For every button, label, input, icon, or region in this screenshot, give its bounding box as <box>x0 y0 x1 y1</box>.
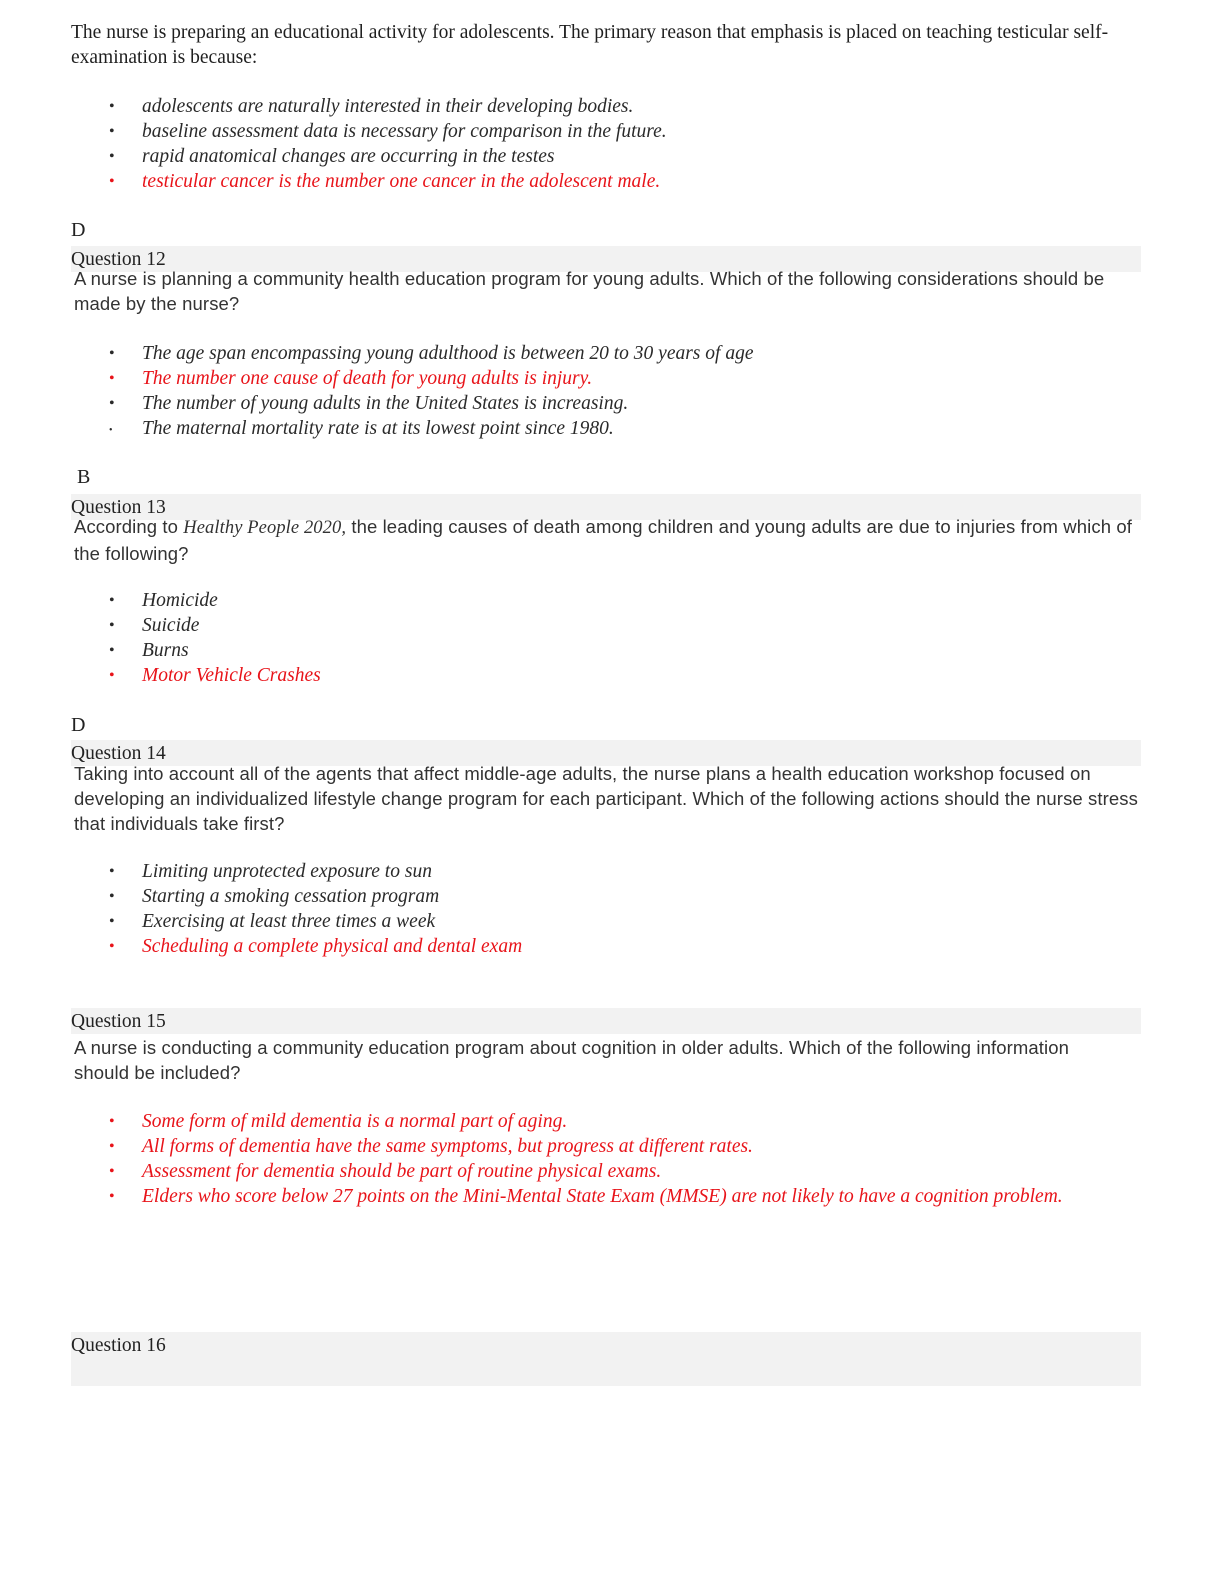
q12-option-a: • The age span encompassing young adulthood is between 20 to 30 years of age <box>109 343 754 364</box>
q14-stem: Taking into account all of the agents that affect middle-age adults, the nurse plans a health education workshop focused on developing an individualized lifestyle change program for each participant. Which of the following actions should the nurse stress that individuals take first? <box>74 763 1138 834</box>
q12-option-b: • The number one cause of death for young adults is injury. <box>109 368 593 389</box>
bullet-icon: • <box>109 1188 115 1205</box>
q13-option-d: • Motor Vehicle Crashes <box>109 665 321 686</box>
q11-answer: D <box>71 219 86 241</box>
q11-option-b: • baseline assessment data is necessary for comparison in the future. <box>109 121 667 142</box>
bullet-icon: • <box>109 888 115 905</box>
bullet-icon: • <box>109 1138 115 1155</box>
q15-options <box>109 1109 1102 1209</box>
bullet-icon: • <box>109 913 115 930</box>
bullet-icon: • <box>109 1163 115 1180</box>
q11-option-a: • adolescents are naturally interested in their developing bodies. <box>109 96 634 117</box>
bullet-icon: • <box>109 173 115 190</box>
q14-option-c: • Exercising at least three times a week <box>109 911 436 932</box>
q12-stem: A nurse is planning a community health education program for young adults. Which of the following considerations should be made by the nurse? <box>74 268 1105 314</box>
bullet-icon: • <box>109 148 115 165</box>
q12-options <box>109 341 1142 441</box>
q13-options <box>109 588 1142 688</box>
q11-options <box>109 94 1142 194</box>
bullet-icon: • <box>109 345 115 362</box>
q11-stem: The nurse is preparing an educational activity for adolescents. The primary reason that emphasis is placed on teaching testicular self-examination is because: <box>71 22 1109 68</box>
q15-header <box>71 1008 1141 1034</box>
bullet-icon: • <box>109 370 115 387</box>
bullet-icon: • <box>109 123 115 140</box>
bullet-icon: • <box>109 863 115 880</box>
bullet-icon: • <box>109 642 115 659</box>
q14-options <box>109 859 1142 959</box>
q14-option-a: • Limiting unprotected exposure to sun <box>109 861 432 882</box>
q15-option-b: • All forms of dementia have the same symptoms, but progress at different rates. <box>109 1136 753 1157</box>
q12-option-c: • The number of young adults in the United States is increasing. <box>109 393 629 414</box>
q14-option-b: • Starting a smoking cessation program <box>109 886 440 907</box>
q15-option-c: • Assessment for dementia should be part of routine physical exams. <box>109 1161 662 1182</box>
q14-header-label: Question 14 <box>71 743 166 764</box>
q14-option-d: • Scheduling a complete physical and dental exam <box>109 936 523 957</box>
bullet-icon: • <box>109 592 115 609</box>
q12-answer: B <box>77 466 91 488</box>
bullet-icon: • <box>109 1113 115 1130</box>
q13-stem-emphasis: Healthy People 2020, <box>183 518 347 538</box>
q15-header-label: Question 15 <box>71 1011 166 1032</box>
q13-stem: According to Healthy People 2020, the leading causes of death among children and young adults are due to injuries from which of the following? <box>74 516 1132 564</box>
q12-header-label: Question 12 <box>71 249 166 270</box>
bullet-icon: • <box>109 395 115 412</box>
q13-answer: D <box>71 714 86 736</box>
q13-option-a: • Homicide <box>109 590 218 611</box>
bullet-icon: • <box>109 938 115 955</box>
q13-option-c: • Burns <box>109 640 189 661</box>
q11-option-d: • testicular cancer is the number one cancer in the adolescent male. <box>109 171 661 192</box>
bullet-icon: • <box>109 667 115 684</box>
q11-option-c: • rapid anatomical changes are occurring in the testes <box>109 146 555 167</box>
q15-option-d: • Elders who score below 27 points on the Mini-Mental State Exam (MMSE) are not likely to have a cognition problem. <box>109 1186 1063 1207</box>
q16-header-label: Question 16 <box>71 1335 166 1356</box>
bullet-icon: • <box>109 98 115 115</box>
q13-header-label: Question 13 <box>71 497 166 518</box>
q12-option-d: • The maternal mortality rate is at its lowest point since 1980. <box>142 416 1142 441</box>
q13-option-b: • Suicide <box>109 615 200 636</box>
q15-option-a: • Some form of mild dementia is a normal part of aging. <box>109 1111 568 1132</box>
bullet-icon: • <box>109 617 115 634</box>
q16-header <box>71 1332 1141 1386</box>
bullet-icon: • <box>109 425 113 436</box>
q15-stem: A nurse is conducting a community education program about cognition in older adults. Which of the following information should be included? <box>74 1037 1070 1083</box>
